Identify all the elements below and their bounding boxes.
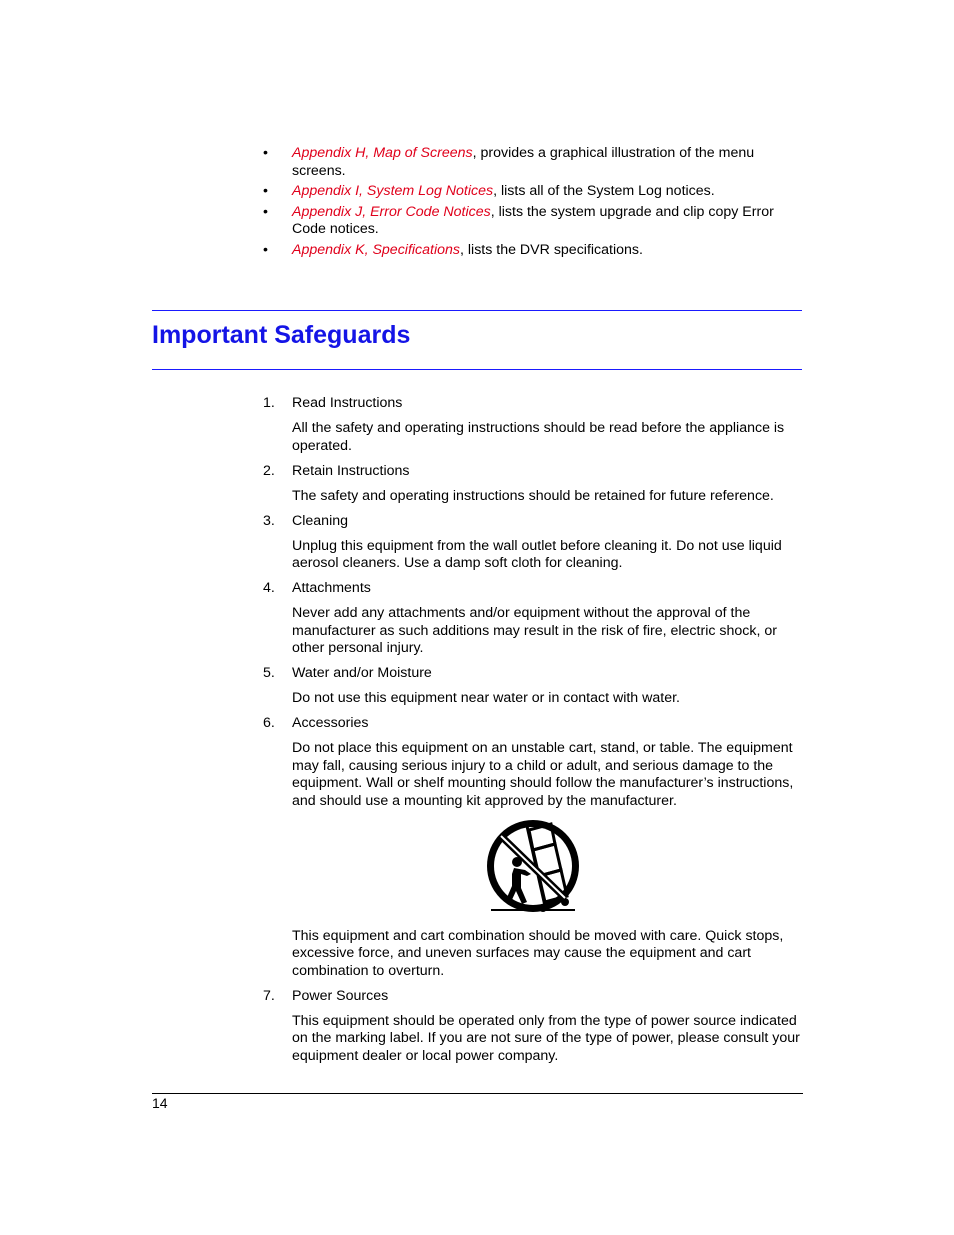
bullet: • xyxy=(263,241,268,258)
item-number: 1. xyxy=(263,395,275,411)
footer-rule xyxy=(152,1093,803,1094)
section-heading: Important Safeguards xyxy=(152,321,411,349)
item-description: Do not use this equipment near water or in contact with water. xyxy=(292,690,680,706)
safeguard-item xyxy=(263,463,803,506)
item-description: All the safety and operating instructions should be read before the appliance is operated. xyxy=(292,420,785,454)
safeguards-list xyxy=(263,395,803,1073)
item-number: 4. xyxy=(263,580,275,596)
item-description: Unplug this equipment from the wall outlet before cleaning it. Do not use liquid aerosol cleaners. Use a damp soft cloth for cleaning. xyxy=(292,537,782,571)
bullet: • xyxy=(263,203,268,220)
appendix-link[interactable]: Appendix J, Error Code Notices xyxy=(292,203,491,220)
safeguard-item xyxy=(263,395,803,455)
appendix-link[interactable]: Appendix H, Map of Screens xyxy=(292,145,473,161)
appendix-item xyxy=(263,242,803,260)
item-number: 6. xyxy=(263,715,275,731)
appendix-description: , lists the system upgrade and clip copy Error Code notices. xyxy=(292,203,774,237)
page-number: 14 xyxy=(152,1095,168,1111)
item-title: Cleaning xyxy=(292,512,349,529)
heading-rule-top xyxy=(152,310,802,311)
appendix-link[interactable]: Appendix I, System Log Notices xyxy=(292,183,494,199)
appendix-item xyxy=(263,204,803,239)
cart-tip-over-warning-icon xyxy=(292,818,803,918)
item-description: Never add any attachments and/or equipment without the approval of the manufacturer as such additions may result in the risk of fire, electric shock, or other personal injury. xyxy=(292,605,777,656)
item-number: 5. xyxy=(263,665,275,681)
item-title: Power Sources xyxy=(292,987,389,1004)
appendix-description: , lists all of the System Log notices. xyxy=(493,183,715,199)
appendix-item xyxy=(263,183,803,201)
appendix-description: , provides a graphical illustration of the menu screens. xyxy=(292,145,755,179)
safeguard-item xyxy=(263,988,803,1066)
heading-rule-bottom xyxy=(152,369,802,370)
item-description: This equipment and cart combination should be moved with care. Quick stops, excessive force, and uneven surfaces may cause the equipment and cart combination to overturn. xyxy=(292,927,784,979)
item-title: Attachments xyxy=(292,580,371,596)
item-title: Water and/or Moisture xyxy=(292,665,432,681)
appendix-description: , lists the DVR specifications. xyxy=(460,241,643,258)
bullet: • xyxy=(263,145,268,161)
item-number: 2. xyxy=(263,462,275,479)
cart-tip-over-warning-icon xyxy=(483,818,583,918)
appendix-item xyxy=(263,145,803,180)
item-title: Retain Instructions xyxy=(292,462,410,479)
item-description: The safety and operating instructions should be retained for future reference. xyxy=(292,487,774,504)
appendix-list xyxy=(263,145,803,262)
safeguard-item xyxy=(263,665,803,708)
item-title: Read Instructions xyxy=(292,395,403,411)
appendix-link[interactable]: Appendix K, Specifications xyxy=(292,241,460,258)
item-description: This equipment should be operated only from the type of power source indicated on the marking label. If you are not sure of the type of power, please consult your equipment dealer or local power company. xyxy=(292,1012,800,1064)
safeguard-item xyxy=(263,715,803,980)
item-number: 3. xyxy=(263,512,275,529)
item-number: 7. xyxy=(263,987,275,1004)
item-description: Do not place this equipment on an unstable cart, stand, or table. The equipment may fall, causing serious injury to a child or adult, and serious damage to the equipment. Wall or shelf mounting should follow the manufacturer’s instructions, and should use a mounting kit approved by the manufacturer. xyxy=(292,740,794,809)
item-title: Accessories xyxy=(292,715,369,731)
safeguard-item xyxy=(263,580,803,658)
bullet: • xyxy=(263,183,268,199)
safeguard-item xyxy=(263,513,803,573)
